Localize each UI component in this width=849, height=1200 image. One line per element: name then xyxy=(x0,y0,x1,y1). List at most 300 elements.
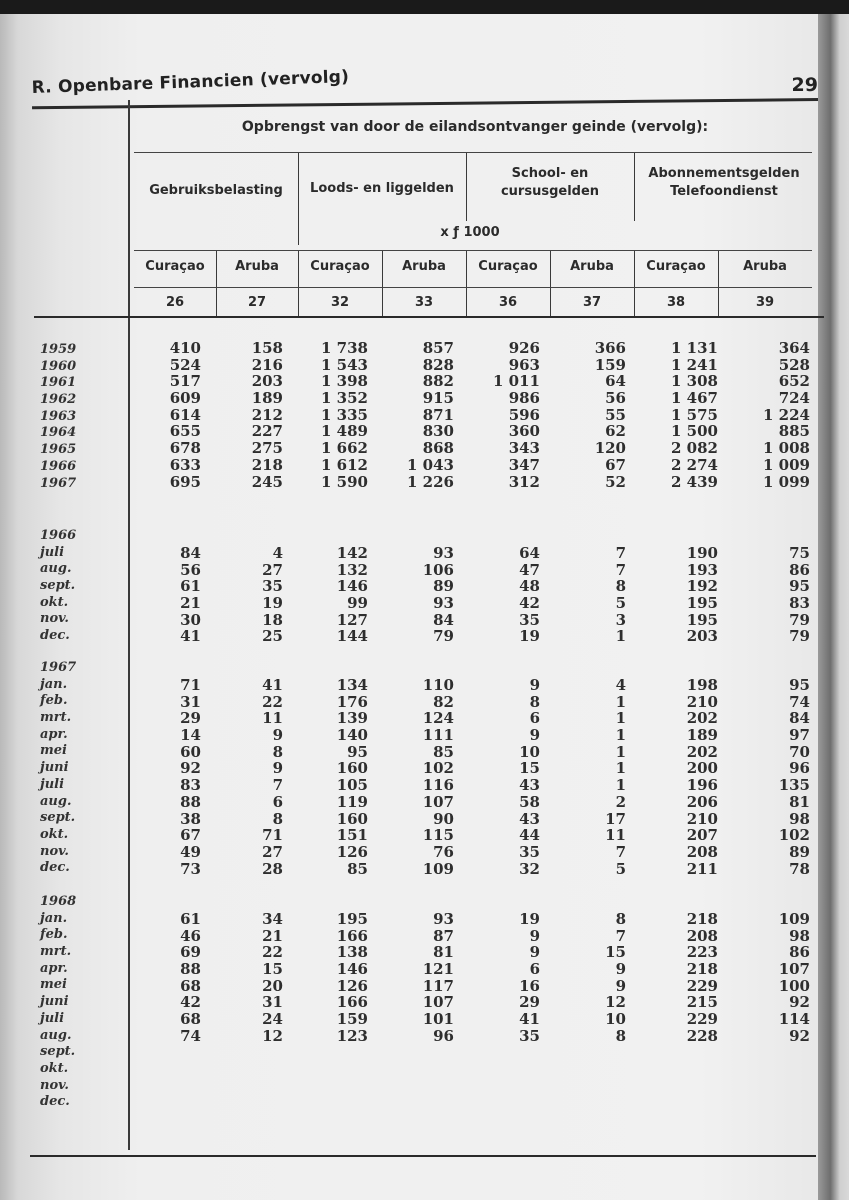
stub-label: mei xyxy=(40,743,67,759)
data-column xyxy=(203,340,283,490)
column-number: 38 xyxy=(666,295,686,310)
stub-label: 1965 xyxy=(40,442,77,458)
table-cell: 189 xyxy=(686,726,718,745)
table-cell: 915 xyxy=(422,389,454,408)
table-cell: 1 043 xyxy=(407,455,454,474)
table-cell: 44 xyxy=(519,826,540,845)
table-cell: 31 xyxy=(262,993,283,1012)
table-cell: 97 xyxy=(789,726,810,745)
table-cell: 52 xyxy=(605,472,626,491)
table-cell: 79 xyxy=(433,627,454,646)
group-abonnement-line2: Telefoondienst xyxy=(670,184,778,199)
table-cell: 203 xyxy=(251,372,283,391)
table-cell: 9 xyxy=(529,676,540,694)
group-school-cursusgelden xyxy=(466,165,634,201)
table-cell: 106 xyxy=(422,560,454,579)
table-cell: 92 xyxy=(789,993,810,1012)
table-cell: 1 612 xyxy=(321,455,368,474)
stub-label: nov. xyxy=(40,611,69,627)
table-cell: 206 xyxy=(686,792,718,811)
table-cell: 43 xyxy=(519,776,540,795)
data-column xyxy=(374,911,454,1045)
table-cell: 82 xyxy=(433,692,454,711)
table-cell: 76 xyxy=(433,842,454,861)
table-cell: 30 xyxy=(180,610,201,629)
table-cell: 1 575 xyxy=(671,405,718,424)
table-cell: 655 xyxy=(169,422,201,441)
table-cell: 25 xyxy=(262,627,283,646)
table-cell: 71 xyxy=(180,676,201,694)
table-cell: 1 738 xyxy=(321,339,368,357)
stub-label: 1963 xyxy=(40,408,77,424)
stub-label: 1961 xyxy=(40,375,77,391)
table-cell: 102 xyxy=(422,759,454,778)
table-cell: 830 xyxy=(422,422,454,441)
table-cell: 70 xyxy=(789,742,810,761)
table-cell: 61 xyxy=(180,577,201,596)
table-cell: 1 009 xyxy=(763,455,810,474)
table-cell: 208 xyxy=(686,842,718,861)
column-number: 37 xyxy=(582,295,602,310)
table-cell: 12 xyxy=(605,993,626,1012)
table-cell: 1 308 xyxy=(671,372,718,391)
table-cell: 159 xyxy=(336,1010,368,1029)
column-number: 26 xyxy=(165,295,185,310)
column-number: 27 xyxy=(247,295,267,310)
table-cell: 347 xyxy=(508,455,540,474)
table-cell: 19 xyxy=(519,910,540,928)
stub-label: juni xyxy=(40,760,69,776)
group-abonnement-line1: Abonnementsgelden xyxy=(648,166,800,181)
island-header: Aruba xyxy=(402,259,446,274)
table-cell: 4 xyxy=(615,676,626,694)
table-cell: 102 xyxy=(778,826,810,845)
table-cell: 963 xyxy=(508,355,540,374)
table-cell: 228 xyxy=(686,1026,718,1045)
data-column xyxy=(121,340,201,490)
table-cell: 34 xyxy=(262,910,283,928)
table-cell: 1 xyxy=(615,709,626,728)
table-cell: 138 xyxy=(336,943,368,962)
stub-label: aug. xyxy=(40,793,72,809)
table-cell: 2 xyxy=(615,792,626,811)
column-number: 33 xyxy=(414,295,434,310)
data-column xyxy=(374,677,454,877)
stub-label: aug. xyxy=(40,561,72,577)
table-cell: 98 xyxy=(789,809,810,828)
header-rule-1 xyxy=(134,152,812,153)
table-cell: 84 xyxy=(789,709,810,728)
table-cell: 8 xyxy=(615,910,626,928)
table-cell: 56 xyxy=(605,389,626,408)
stub-label: feb. xyxy=(40,693,68,709)
table-cell: 21 xyxy=(262,926,283,945)
table-cell: 275 xyxy=(251,439,283,458)
stub-label: mrt. xyxy=(40,710,72,726)
stub-annual xyxy=(40,342,120,492)
table-cell: 192 xyxy=(686,577,718,596)
table-cell: 2 082 xyxy=(671,439,718,458)
table-cell: 195 xyxy=(336,910,368,928)
table-cell: 41 xyxy=(262,676,283,694)
stub-label: juni xyxy=(40,994,69,1010)
data-column xyxy=(460,911,540,1045)
group-school-line2: cursusgelden xyxy=(500,184,600,199)
stub-label: nov. xyxy=(40,843,69,859)
table-cell: 22 xyxy=(262,943,283,962)
table-cell: 84 xyxy=(180,544,201,562)
table-cell: 58 xyxy=(519,792,540,811)
table-cell: 41 xyxy=(180,627,201,646)
table-cell: 87 xyxy=(433,926,454,945)
group-gebruiksbelasting: Gebruiksbelasting xyxy=(149,183,283,198)
table-cell: 88 xyxy=(180,792,201,811)
table-cell: 86 xyxy=(789,943,810,962)
stub-label: 1966 xyxy=(40,458,77,474)
table-cell: 9 xyxy=(272,726,283,745)
table-cell: 9 xyxy=(529,926,540,945)
stub-label: sept. xyxy=(40,578,76,594)
table-cell: 60 xyxy=(180,742,201,761)
table-cell: 35 xyxy=(262,577,283,596)
table-cell: 135 xyxy=(778,776,810,795)
table-cell: 115 xyxy=(422,826,454,845)
table-cell: 9 xyxy=(615,976,626,995)
table-cell: 196 xyxy=(686,776,718,795)
table-cell: 90 xyxy=(433,809,454,828)
stub-label: 1959 xyxy=(40,342,77,357)
stub-label: juli xyxy=(40,1010,65,1026)
table-cell: 89 xyxy=(789,842,810,861)
table-cell: 15 xyxy=(262,960,283,979)
table-cell: 22 xyxy=(262,692,283,711)
table-cell: 1 241 xyxy=(671,355,718,374)
stub-label: okt. xyxy=(40,826,69,842)
table-cell: 43 xyxy=(519,809,540,828)
data-column xyxy=(638,340,718,490)
table-cell: 364 xyxy=(778,339,810,357)
table-cell: 42 xyxy=(180,993,201,1012)
stub-label: jan. xyxy=(40,676,68,692)
group-divider-2 xyxy=(466,153,467,221)
table-cell: 95 xyxy=(789,577,810,596)
stub-label: juli xyxy=(40,776,65,792)
table-cell: 27 xyxy=(262,842,283,861)
table-cell: 9 xyxy=(529,943,540,962)
table-cell: 218 xyxy=(251,455,283,474)
table-cell: 609 xyxy=(169,389,201,408)
table-cell: 64 xyxy=(519,544,540,562)
table-cell: 200 xyxy=(686,759,718,778)
table-cell: 47 xyxy=(519,560,540,579)
table-cell: 127 xyxy=(336,610,368,629)
table-cell: 12 xyxy=(262,1026,283,1045)
table-cell: 871 xyxy=(422,405,454,424)
table-cell: 16 xyxy=(519,976,540,995)
table-cell: 20 xyxy=(262,976,283,995)
table-cell: 1 335 xyxy=(321,405,368,424)
island-header: Curaçao xyxy=(310,259,370,274)
table-cell: 92 xyxy=(180,759,201,778)
table-cell: 75 xyxy=(789,544,810,562)
table-cell: 410 xyxy=(169,339,201,357)
stub-label: sept. xyxy=(40,1044,76,1060)
table-cell: 1 008 xyxy=(763,439,810,458)
table-cell: 79 xyxy=(789,627,810,646)
table-cell: 229 xyxy=(686,976,718,995)
table-cell: 1 226 xyxy=(407,472,454,491)
table-cell: 885 xyxy=(778,422,810,441)
table-cell: 202 xyxy=(686,742,718,761)
book-binding-edge xyxy=(818,14,849,1200)
table-cell: 633 xyxy=(169,455,201,474)
data-column xyxy=(638,545,718,645)
stub-label: apr. xyxy=(40,726,68,742)
island-header: Curaçao xyxy=(478,259,538,274)
table-cell: 95 xyxy=(789,676,810,694)
table-cell: 35 xyxy=(519,1026,540,1045)
table-cell: 96 xyxy=(789,759,810,778)
table-cell: 93 xyxy=(433,594,454,613)
header-rule-2 xyxy=(134,250,812,251)
table-cell: 85 xyxy=(347,859,368,878)
stub-label: mrt. xyxy=(40,944,72,960)
table-cell: 5 xyxy=(615,859,626,878)
table-cell: 107 xyxy=(778,960,810,979)
data-column xyxy=(203,545,283,645)
table-cell: 109 xyxy=(778,910,810,928)
table-cell: 7 xyxy=(615,544,626,562)
table-cell: 10 xyxy=(519,742,540,761)
stub-label: juli xyxy=(40,544,65,560)
table-cell: 35 xyxy=(519,610,540,629)
table-cell: 211 xyxy=(686,859,718,878)
table-cell: 6 xyxy=(272,792,283,811)
table-cell: 19 xyxy=(262,594,283,613)
data-column xyxy=(203,911,283,1045)
stub-year: 1967 xyxy=(40,660,77,675)
table-cell: 9 xyxy=(529,726,540,745)
stub-label: jan. xyxy=(40,910,68,926)
table-cell: 81 xyxy=(789,792,810,811)
table-cell: 857 xyxy=(422,339,454,357)
table-cell: 11 xyxy=(605,826,626,845)
table-cell: 517 xyxy=(169,372,201,391)
table-cell: 6 xyxy=(529,709,540,728)
table-cell: 8 xyxy=(615,1026,626,1045)
table-cell: 828 xyxy=(422,355,454,374)
table-cell: 14 xyxy=(180,726,201,745)
group-loods-liggelden: Loods- en liggelden xyxy=(310,181,454,196)
data-column xyxy=(546,677,626,877)
table-cell: 120 xyxy=(594,439,626,458)
table-cell: 107 xyxy=(422,993,454,1012)
table-cell: 142 xyxy=(336,544,368,562)
data-column xyxy=(374,545,454,645)
data-column xyxy=(460,677,540,877)
table-cell: 678 xyxy=(169,439,201,458)
table-cell: 78 xyxy=(789,859,810,878)
table-cell: 140 xyxy=(336,726,368,745)
table-cell: 1 398 xyxy=(321,372,368,391)
table-cell: 10 xyxy=(605,1010,626,1029)
table-cell: 7 xyxy=(272,776,283,795)
header-bottom-rule xyxy=(34,316,824,318)
table-cell: 245 xyxy=(251,472,283,491)
table-cell: 11 xyxy=(262,709,283,728)
table-cell: 132 xyxy=(336,560,368,579)
table-cell: 79 xyxy=(789,610,810,629)
stub-label: nov. xyxy=(40,1077,69,1093)
data-column xyxy=(730,677,810,877)
table-cell: 85 xyxy=(433,742,454,761)
table-cell: 99 xyxy=(347,594,368,613)
table-cell: 93 xyxy=(433,544,454,562)
data-column xyxy=(121,911,201,1045)
table-cell: 528 xyxy=(778,355,810,374)
stub-1968 xyxy=(40,894,120,1111)
table-cell: 868 xyxy=(422,439,454,458)
stub-year: 1966 xyxy=(40,528,77,543)
table-cell: 31 xyxy=(180,692,201,711)
island-header: Aruba xyxy=(570,259,614,274)
table-cell: 724 xyxy=(778,389,810,408)
data-column xyxy=(730,340,810,490)
table-cell: 73 xyxy=(180,859,201,878)
table-cell: 202 xyxy=(686,709,718,728)
table-cell: 67 xyxy=(605,455,626,474)
table-cell: 1 131 xyxy=(671,339,718,357)
table-cell: 614 xyxy=(169,405,201,424)
table-cell: 203 xyxy=(686,627,718,646)
data-column xyxy=(460,545,540,645)
island-header: Curaçao xyxy=(646,259,706,274)
stub-label: okt. xyxy=(40,594,69,610)
table-cell: 1 467 xyxy=(671,389,718,408)
data-column xyxy=(288,677,368,877)
table-cell: 7 xyxy=(615,560,626,579)
table-cell: 1 xyxy=(615,726,626,745)
data-column xyxy=(546,911,626,1045)
table-cell: 83 xyxy=(180,776,201,795)
table-cell: 41 xyxy=(519,1010,540,1029)
table-cell: 176 xyxy=(336,692,368,711)
table-cell: 119 xyxy=(336,792,368,811)
table-cell: 207 xyxy=(686,826,718,845)
table-cell: 96 xyxy=(433,1026,454,1045)
table-cell: 195 xyxy=(686,594,718,613)
stub-1966 xyxy=(40,528,120,645)
table-cell: 68 xyxy=(180,1010,201,1029)
table-cell: 124 xyxy=(422,709,454,728)
table-cell: 1 500 xyxy=(671,422,718,441)
stub-year: 1968 xyxy=(40,894,77,909)
table-cell: 1 xyxy=(615,776,626,795)
table-cell: 2 274 xyxy=(671,455,718,474)
table-cell: 71 xyxy=(262,826,283,845)
table-cell: 139 xyxy=(336,709,368,728)
table-cell: 1 352 xyxy=(321,389,368,408)
table-cell: 926 xyxy=(508,339,540,357)
table-cell: 229 xyxy=(686,1010,718,1029)
table-cell: 1 xyxy=(615,692,626,711)
island-header: Aruba xyxy=(235,259,279,274)
table-cell: 5 xyxy=(615,594,626,613)
table-cell: 986 xyxy=(508,389,540,408)
table-cell: 216 xyxy=(251,355,283,374)
table-cell: 105 xyxy=(336,776,368,795)
table-cell: 56 xyxy=(180,560,201,579)
table-cell: 193 xyxy=(686,560,718,579)
table-cell: 95 xyxy=(347,742,368,761)
table-cell: 32 xyxy=(519,859,540,878)
table-cell: 360 xyxy=(508,422,540,441)
table-cell: 86 xyxy=(789,560,810,579)
table-cell: 312 xyxy=(508,472,540,491)
table-cell: 366 xyxy=(594,339,626,357)
table-cell: 121 xyxy=(422,960,454,979)
table-cell: 218 xyxy=(686,960,718,979)
table-cell: 210 xyxy=(686,809,718,828)
running-title: R. Openbare Financien (vervolg) xyxy=(31,66,350,98)
table-cell: 343 xyxy=(508,439,540,458)
page-number: 29 xyxy=(791,74,818,96)
table-cell: 212 xyxy=(251,405,283,424)
table-cell: 215 xyxy=(686,993,718,1012)
data-column xyxy=(121,677,201,877)
group-divider-1 xyxy=(298,153,299,245)
data-column xyxy=(638,677,718,877)
table-cell: 117 xyxy=(422,976,454,995)
table-cell: 35 xyxy=(519,842,540,861)
table-cell: 83 xyxy=(789,594,810,613)
table-cell: 223 xyxy=(686,943,718,962)
data-column xyxy=(730,545,810,645)
table-cell: 64 xyxy=(605,372,626,391)
table-cell: 15 xyxy=(519,759,540,778)
table-cell: 146 xyxy=(336,577,368,596)
table-cell: 9 xyxy=(272,759,283,778)
table-cell: 208 xyxy=(686,926,718,945)
table-cell: 81 xyxy=(433,943,454,962)
table-cell: 126 xyxy=(336,976,368,995)
data-column xyxy=(546,340,626,490)
data-column xyxy=(121,545,201,645)
stub-label: sept. xyxy=(40,810,76,826)
stub-label: apr. xyxy=(40,960,68,976)
table-cell: 190 xyxy=(686,544,718,562)
table-cell: 19 xyxy=(519,627,540,646)
island-header: Curaçao xyxy=(145,259,205,274)
table-cell: 1 662 xyxy=(321,439,368,458)
table-cell: 110 xyxy=(422,676,454,694)
table-cell: 159 xyxy=(594,355,626,374)
table-cell: 48 xyxy=(519,577,540,596)
table-cell: 151 xyxy=(336,826,368,845)
data-column xyxy=(730,911,810,1045)
table-cell: 74 xyxy=(789,692,810,711)
table-cell: 100 xyxy=(778,976,810,995)
table-cell: 210 xyxy=(686,692,718,711)
table-cell: 1 011 xyxy=(493,372,540,391)
table-cell: 29 xyxy=(180,709,201,728)
stub-label: mei xyxy=(40,977,67,993)
table-cell: 109 xyxy=(422,859,454,878)
table-cell: 111 xyxy=(422,726,454,745)
header-rule-3 xyxy=(134,287,812,288)
table-cell: 24 xyxy=(262,1010,283,1029)
table-cell: 93 xyxy=(433,910,454,928)
